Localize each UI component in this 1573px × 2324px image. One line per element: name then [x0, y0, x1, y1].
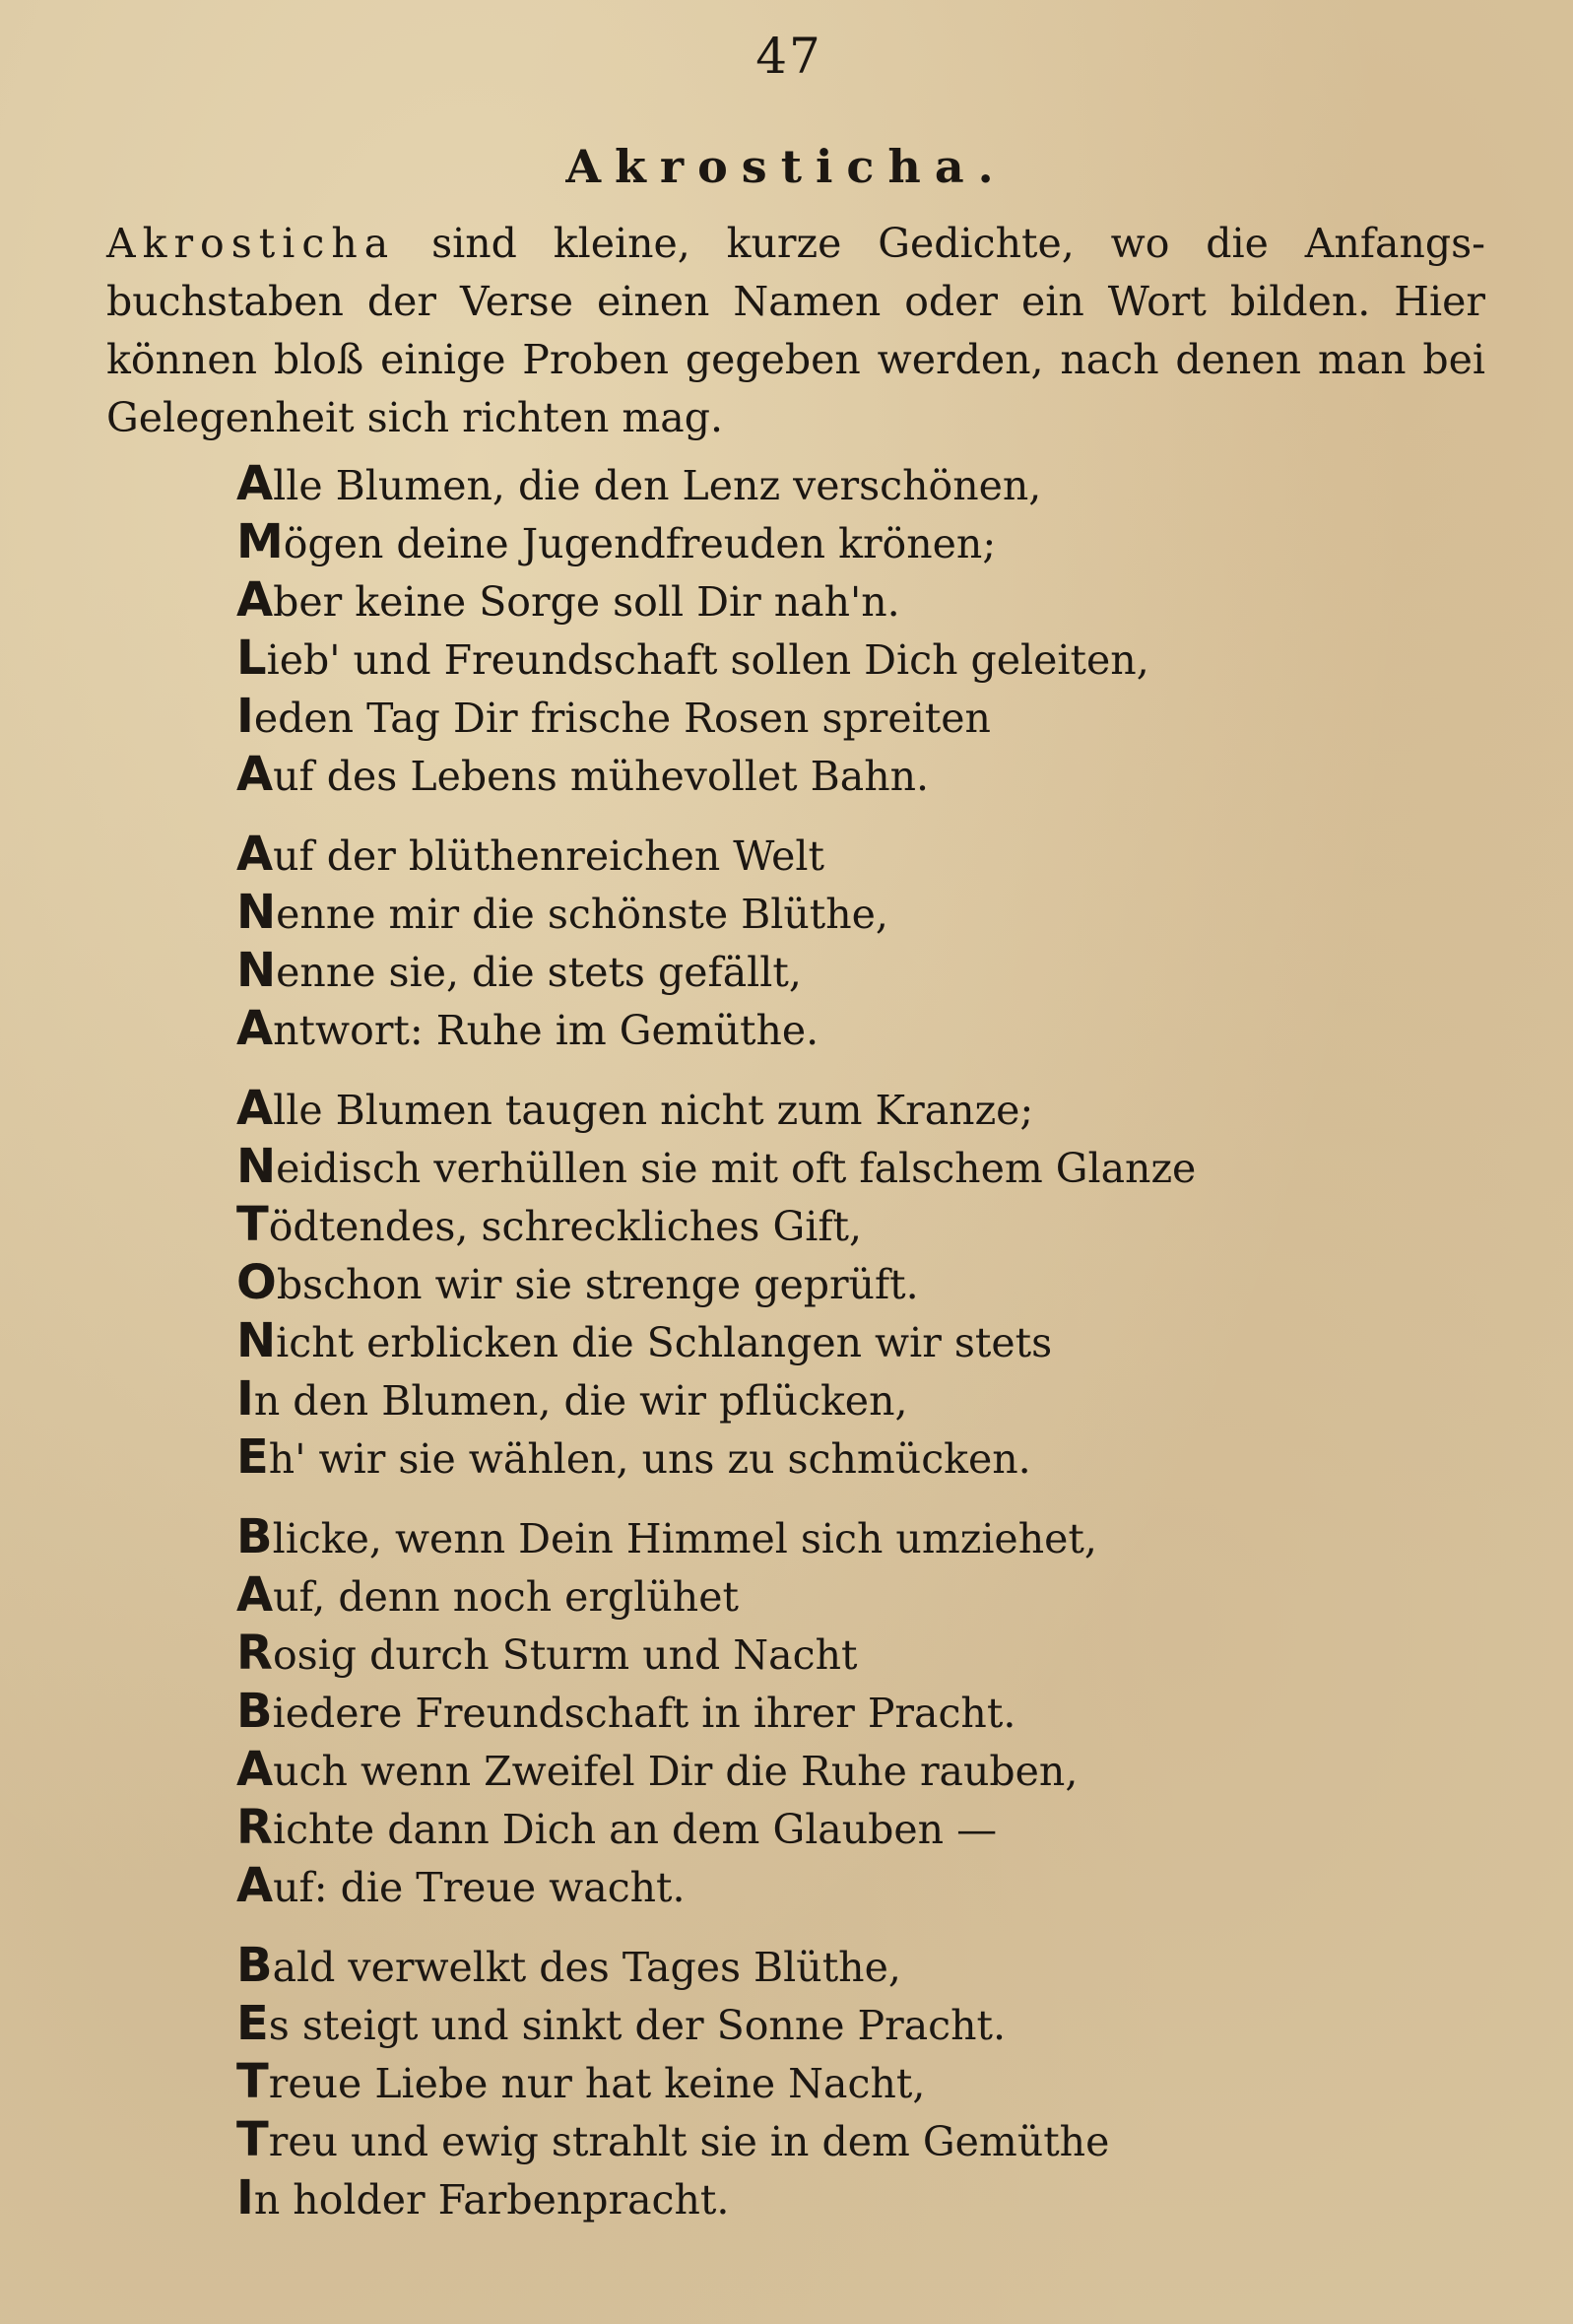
- acrostic-poem: [236, 455, 1340, 804]
- acrostic-initial: A: [236, 827, 274, 882]
- poem-line-text: ödtendes, schreckliches Gift,: [268, 1203, 862, 1250]
- poem-line-text: enne mir die schönste Blüthe,: [276, 891, 888, 938]
- acrostic-initial: A: [236, 1742, 274, 1797]
- poem-line-text: n den Blumen, die wir pflücken,: [253, 1377, 908, 1425]
- poem-line: [236, 1138, 1340, 1196]
- acrostic-initial: R: [236, 1626, 273, 1681]
- poem-line: [236, 1566, 1340, 1625]
- acrostic-initial: E: [236, 1996, 269, 2051]
- acrostic-initial: N: [236, 1313, 277, 1368]
- acrostic-initial: B: [236, 1684, 273, 1739]
- poem-line: [236, 1857, 1340, 1915]
- poem-line: [236, 1799, 1340, 1857]
- poem-line-text: s steigt und sinkt der Sonne Pracht.: [268, 2002, 1007, 2049]
- poem-line-text: ichte dann Dich an dem Glauben —: [272, 1806, 998, 1853]
- poem-line-text: h' wir sie wählen, uns zu schmücken.: [268, 1435, 1031, 1483]
- poem-line-text: ntwort: Ruhe im Gemüthe.: [273, 1007, 819, 1054]
- acrostic-initial: A: [236, 747, 274, 802]
- acrostic-initial: T: [236, 2054, 269, 2109]
- poem-line: [236, 2169, 1340, 2227]
- poem-line-text: ieb' und Freundschaft sollen Dich geleiten,: [266, 636, 1149, 684]
- poem-line-text: uf, denn noch erglühet: [273, 1573, 739, 1621]
- poem-line-text: ber keine Sorge soll Dir nah'n.: [273, 578, 900, 626]
- poem-line-text: ögen deine Jugendfreuden krönen;: [283, 520, 997, 567]
- page-number: 47: [755, 28, 822, 85]
- poem-line-text: lle Blumen taugen nicht zum Kranze;: [273, 1087, 1034, 1134]
- acrostic-initial: A: [236, 1567, 274, 1623]
- poem-line-text: reue Liebe nur hat keine Nacht,: [268, 2060, 926, 2107]
- poem-line-text: iedere Freundschaft in ihrer Pracht.: [272, 1690, 1016, 1737]
- poem-line: [236, 1683, 1340, 1741]
- poem-line-text: n holder Farbenpracht.: [253, 2176, 730, 2224]
- poem-list: [236, 455, 1340, 2249]
- poem-line-text: ald verwelkt des Tages Blüthe,: [272, 1944, 901, 1991]
- poem-line: [236, 630, 1340, 688]
- acrostic-initial: B: [236, 1509, 273, 1564]
- poem-line-text: bschon wir sie strenge geprüft.: [276, 1261, 919, 1308]
- acrostic-poem: [236, 1937, 1340, 2227]
- poem-line-text: osig durch Sturm und Nacht: [272, 1631, 858, 1679]
- poem-line: [236, 942, 1340, 1000]
- acrostic-initial: O: [236, 1255, 277, 1310]
- intro-text: sind kleine, kurze Gedichte, wo die Anfangs- buchstaben der Verse einen Namen oder ein Wort bilden. Hier können bloß einige Proben gegeben werden, nach denen man bei Gelegenheit sich richten mag.: [106, 220, 1485, 441]
- acrostic-initial: I: [236, 1371, 254, 1427]
- poem-line-text: eidisch verhüllen sie mit oft falschem Glanze: [276, 1145, 1197, 1192]
- poem-line: [236, 826, 1340, 884]
- poem-line: [236, 2111, 1340, 2169]
- poem-line: [236, 1995, 1340, 2053]
- acrostic-initial: L: [236, 631, 267, 686]
- poem-line-text: uf der blüthenreichen Welt: [273, 832, 824, 880]
- acrostic-initial: N: [236, 943, 277, 998]
- acrostic-initial: T: [236, 2112, 269, 2167]
- poem-line-text: reu und ewig strahlt sie in dem Gemüthe: [268, 2118, 1110, 2165]
- intro-paragraph: [106, 215, 1485, 447]
- poem-line: [236, 1937, 1340, 1995]
- acrostic-initial: A: [236, 1858, 274, 1913]
- poem-line: [236, 688, 1340, 746]
- poem-line: [236, 571, 1340, 630]
- acrostic-initial: A: [236, 572, 274, 628]
- poem-line: [236, 2053, 1340, 2111]
- poem-line-text: icht erblicken die Schlangen wir stets: [276, 1319, 1053, 1366]
- acrostic-initial: E: [236, 1429, 269, 1485]
- acrostic-poem: [236, 1080, 1340, 1487]
- poem-line: [236, 1196, 1340, 1254]
- poem-line: [236, 746, 1340, 804]
- acrostic-initial: T: [236, 1197, 269, 1252]
- poem-line: [236, 1508, 1340, 1566]
- poem-line: [236, 513, 1340, 571]
- intro-lead-word: Akrosticha: [106, 220, 396, 267]
- poem-line: [236, 1428, 1340, 1487]
- acrostic-initial: A: [236, 1001, 274, 1056]
- acrostic-poem: [236, 1508, 1340, 1915]
- acrostic-initial: R: [236, 1800, 273, 1855]
- poem-line: [236, 884, 1340, 942]
- acrostic-initial: N: [236, 1139, 277, 1194]
- poem-line-text: uch wenn Zweifel Dir die Ruhe rauben,: [273, 1748, 1079, 1795]
- poem-line: [236, 1080, 1340, 1138]
- poem-line: [236, 1312, 1340, 1370]
- acrostic-initial: N: [236, 885, 277, 940]
- poem-line-text: licke, wenn Dein Himmel sich umziehet,: [272, 1515, 1097, 1562]
- page-title: Akrosticha.: [565, 140, 1008, 193]
- poem-line-text: uf des Lebens mühevollet Bahn.: [273, 753, 930, 800]
- poem-line-text: lle Blumen, die den Lenz verschönen,: [273, 462, 1042, 509]
- poem-line-text: uf: die Treue wacht.: [273, 1864, 686, 1911]
- acrostic-initial: A: [236, 456, 274, 511]
- poem-line-text: enne sie, die stets gefällt,: [276, 949, 802, 996]
- acrostic-initial: M: [236, 514, 284, 569]
- poem-line: [236, 1000, 1340, 1058]
- poem-line: [236, 1254, 1340, 1312]
- acrostic-initial: B: [236, 1938, 273, 1993]
- acrostic-initial: A: [236, 1081, 274, 1136]
- acrostic-initial: I: [236, 689, 254, 744]
- poem-line: [236, 1370, 1340, 1428]
- poem-line-text: eden Tag Dir frische Rosen spreiten: [253, 695, 991, 742]
- acrostic-poem: [236, 826, 1340, 1058]
- acrostic-initial: I: [236, 2170, 254, 2225]
- poem-line: [236, 1741, 1340, 1799]
- poem-line: [236, 1625, 1340, 1683]
- poem-line: [236, 455, 1340, 513]
